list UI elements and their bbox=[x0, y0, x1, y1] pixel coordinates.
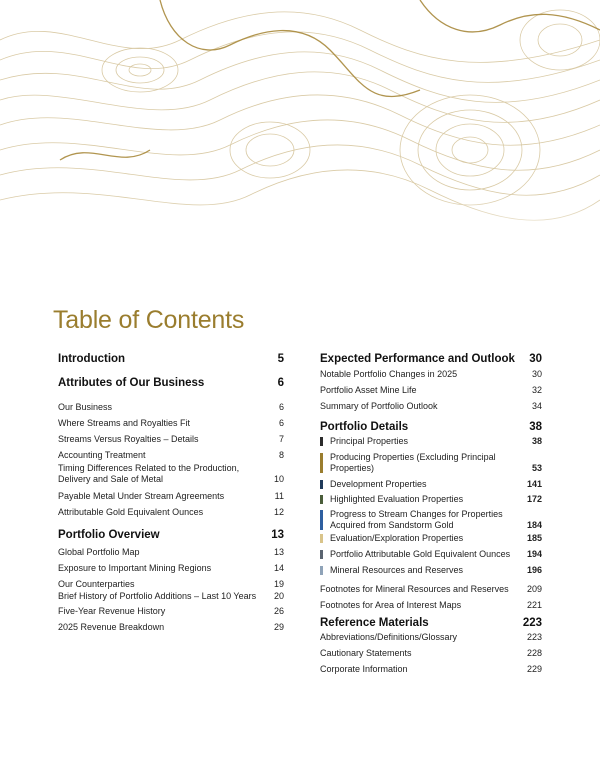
toc-entry[interactable] bbox=[320, 352, 542, 366]
toc-entry[interactable] bbox=[320, 648, 542, 659]
toc-entry-label: Progress to Stream Changes for Properties Acquired from Sandstorm Gold bbox=[320, 509, 527, 531]
toc-entry-page: 12 bbox=[273, 507, 284, 517]
toc-entry-label: Our Business bbox=[58, 402, 113, 412]
toc-entry-page: 10 bbox=[273, 474, 284, 484]
toc-entry-page: 14 bbox=[273, 563, 284, 573]
toc-entry[interactable] bbox=[320, 369, 542, 380]
toc-entry[interactable] bbox=[58, 547, 284, 558]
toc-entry[interactable] bbox=[320, 632, 542, 643]
toc-entry[interactable] bbox=[320, 420, 542, 434]
toc-entry[interactable] bbox=[320, 549, 542, 560]
section-color-bar bbox=[320, 495, 323, 504]
toc-entry-page: 6 bbox=[278, 402, 284, 412]
toc-entry-page: 184 bbox=[526, 520, 542, 530]
toc-entry[interactable] bbox=[58, 579, 284, 590]
toc-entry-page: 6 bbox=[278, 418, 284, 428]
toc-entry[interactable] bbox=[58, 418, 284, 429]
toc-entry-label: Five-Year Revenue History bbox=[58, 606, 166, 616]
toc-entry-page: 53 bbox=[531, 463, 542, 473]
toc-entry[interactable] bbox=[320, 584, 542, 595]
toc-entry-page: 223 bbox=[522, 617, 542, 629]
toc-entry[interactable] bbox=[58, 606, 284, 617]
toc-entry-label: Corporate Information bbox=[320, 664, 408, 674]
toc-entry-page: 38 bbox=[531, 436, 542, 446]
section-color-bar bbox=[320, 453, 323, 473]
toc-entry-page: 185 bbox=[526, 533, 542, 543]
toc-entry-page: 26 bbox=[273, 606, 284, 616]
toc-entry[interactable] bbox=[320, 385, 542, 396]
section-color-bar bbox=[320, 550, 323, 559]
toc-entry[interactable] bbox=[320, 436, 542, 447]
toc-entry-page: 30 bbox=[531, 369, 542, 379]
toc-entry-label: Portfolio Details bbox=[320, 421, 409, 433]
toc-entry[interactable] bbox=[320, 401, 542, 412]
toc-entry[interactable] bbox=[320, 533, 542, 544]
toc-entry[interactable] bbox=[58, 622, 284, 633]
toc-entry-label: Cautionary Statements bbox=[320, 648, 412, 658]
toc-entry-label: Expected Performance and Outlook bbox=[320, 353, 515, 365]
toc-entry-page: 7 bbox=[278, 434, 284, 444]
toc-entry[interactable] bbox=[320, 509, 542, 531]
toc-entry-label: Attributable Gold Equivalent Ounces bbox=[58, 507, 204, 517]
toc-entry-label: Portfolio Overview bbox=[58, 529, 160, 541]
toc-entry-page: 5 bbox=[277, 353, 284, 365]
toc-entry-page: 172 bbox=[526, 494, 542, 504]
section-color-bar bbox=[320, 566, 323, 575]
toc-entry-page: 30 bbox=[529, 353, 542, 365]
toc-entry[interactable] bbox=[320, 565, 542, 576]
toc-entry-page: 6 bbox=[277, 377, 284, 389]
toc-entry-label: Highlighted Evaluation Properties bbox=[320, 494, 527, 505]
toc-entry[interactable] bbox=[320, 479, 542, 490]
toc-entry[interactable] bbox=[58, 402, 284, 413]
toc-entry-label: 2025 Revenue Breakdown bbox=[58, 622, 165, 632]
toc-entry-label: Summary of Portfolio Outlook bbox=[320, 401, 438, 411]
toc-entry[interactable] bbox=[58, 450, 284, 461]
toc-entry-label: Where Streams and Royalties Fit bbox=[58, 418, 191, 428]
toc-entry-label: Portfolio Attributable Gold Equivalent Ounces bbox=[320, 549, 527, 560]
toc-entry[interactable] bbox=[320, 616, 542, 630]
toc-entry-label: Brief History of Portfolio Additions – Last 10 Years bbox=[58, 591, 257, 601]
toc-entry-label: Portfolio Asset Mine Life bbox=[320, 385, 417, 395]
toc-entry-page: 8 bbox=[278, 450, 284, 460]
toc-entry-page: 20 bbox=[273, 591, 284, 601]
toc-entry-label: Producing Properties (Excluding Principal Properties) bbox=[320, 452, 532, 474]
toc-entry-label: Exposure to Important Mining Regions bbox=[58, 563, 212, 573]
topographic-background bbox=[0, 0, 600, 260]
toc-entry-label: Payable Metal Under Stream Agreements bbox=[58, 491, 225, 501]
toc-entry-label: Evaluation/Exploration Properties bbox=[320, 533, 527, 544]
toc-entry-page: 221 bbox=[526, 600, 542, 610]
toc-entry[interactable] bbox=[320, 452, 542, 474]
toc-entry-page: 228 bbox=[526, 648, 542, 658]
toc-entry-page: 229 bbox=[526, 664, 542, 674]
toc-entry[interactable] bbox=[58, 463, 284, 485]
toc-entry-page: 209 bbox=[526, 584, 542, 594]
toc-entry-page: 194 bbox=[526, 549, 542, 559]
toc-entry-label: Reference Materials bbox=[320, 617, 429, 629]
toc-entry-label: Attributes of Our Business bbox=[58, 377, 205, 389]
toc-entry-label: Principal Properties bbox=[320, 436, 532, 447]
toc-entry[interactable] bbox=[320, 600, 542, 611]
toc-entry-label: Streams Versus Royalties – Details bbox=[58, 434, 199, 444]
section-color-bar bbox=[320, 534, 323, 543]
toc-entry[interactable] bbox=[58, 352, 284, 366]
section-color-bar bbox=[320, 480, 323, 489]
toc-entry-page: 13 bbox=[273, 547, 284, 557]
toc-entry-label: Mineral Resources and Reserves bbox=[320, 565, 527, 576]
toc-entry[interactable] bbox=[58, 434, 284, 445]
toc-entry-page: 223 bbox=[526, 632, 542, 642]
toc-entry-page: 34 bbox=[531, 401, 542, 411]
toc-entry[interactable] bbox=[320, 664, 542, 675]
toc-entry-label: Introduction bbox=[58, 353, 126, 365]
toc-entry-label: Abbreviations/Definitions/Glossary bbox=[320, 632, 458, 642]
toc-entry[interactable] bbox=[58, 528, 284, 542]
toc-entry-page: 13 bbox=[271, 529, 284, 541]
toc-entry[interactable] bbox=[320, 494, 542, 505]
toc-entry-page: 19 bbox=[273, 579, 284, 589]
toc-entry-label: Accounting Treatment bbox=[58, 450, 146, 460]
toc-entry[interactable] bbox=[58, 491, 284, 502]
toc-entry[interactable] bbox=[58, 376, 284, 390]
toc-entry-label: Global Portfolio Map bbox=[58, 547, 140, 557]
toc-entry[interactable] bbox=[58, 591, 284, 602]
section-color-bar bbox=[320, 437, 323, 446]
toc-entry-label: Footnotes for Area of Interest Maps bbox=[320, 600, 462, 610]
toc-entry-page: 141 bbox=[526, 479, 542, 489]
toc-entry-page: 38 bbox=[529, 421, 542, 433]
section-color-bar bbox=[320, 510, 323, 530]
toc-entry[interactable] bbox=[58, 563, 284, 574]
toc-entry-label: Notable Portfolio Changes in 2025 bbox=[320, 369, 458, 379]
toc-entry-label: Timing Differences Related to the Production, Delivery and Sale of Metal bbox=[58, 463, 240, 484]
toc-entry-label: Our Counterparties bbox=[58, 579, 135, 589]
toc-entry-page: 29 bbox=[273, 622, 284, 632]
page-title: Table of Contents bbox=[53, 306, 245, 334]
toc-entry-page: 32 bbox=[531, 385, 542, 395]
toc-entry-page: 11 bbox=[274, 491, 284, 501]
toc-entry-label: Footnotes for Mineral Resources and Reserves bbox=[320, 584, 509, 594]
toc-entry[interactable] bbox=[58, 507, 284, 518]
toc-entry-label: Development Properties bbox=[320, 479, 527, 490]
toc-entry-page: 196 bbox=[526, 565, 542, 575]
